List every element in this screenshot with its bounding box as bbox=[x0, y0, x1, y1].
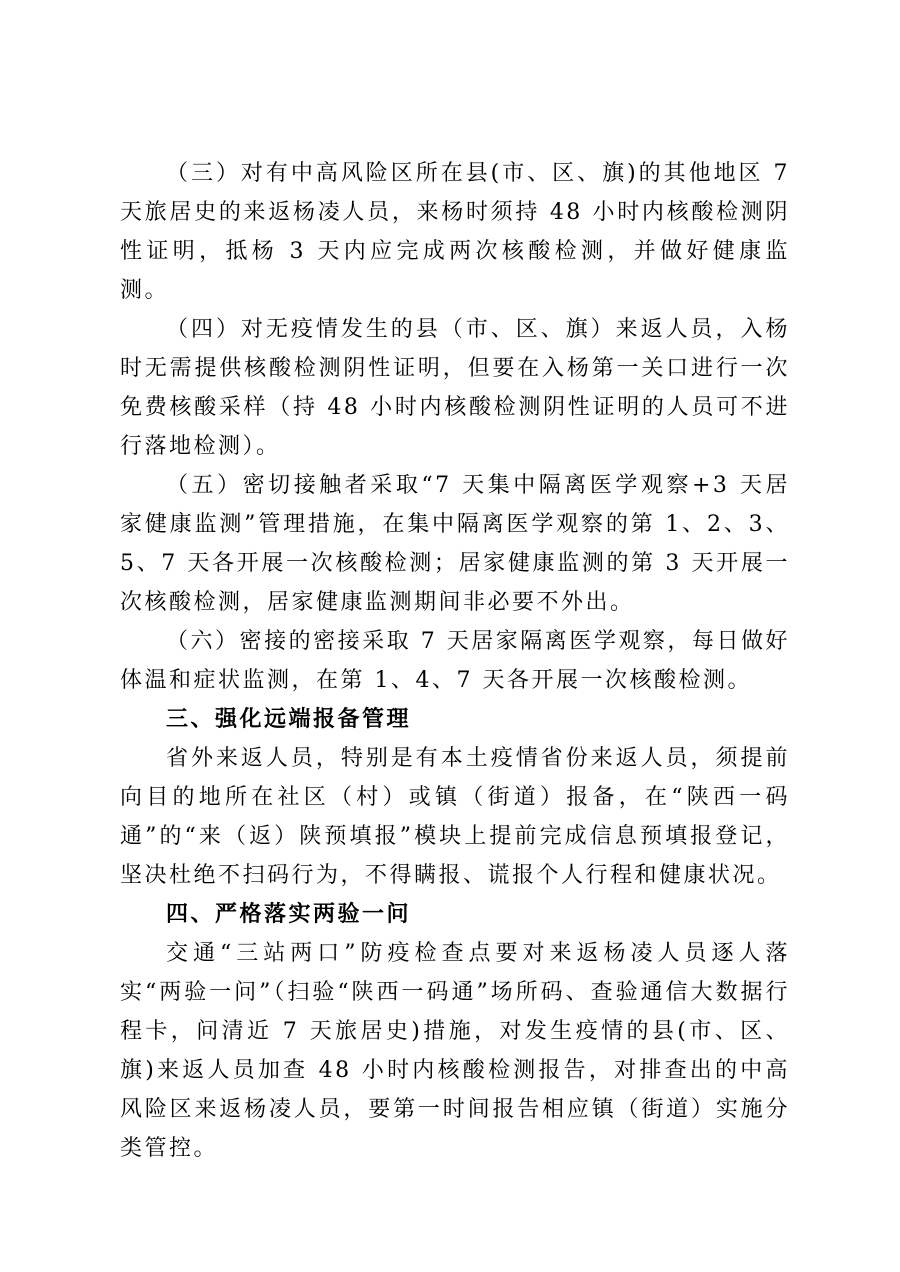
paragraph-two-checks-one-question: 交通“三站两口”防疫检查点要对来返杨凌人员逐人落实“两验一问”（扫验“陕西一码通”场所码、查验通信大数据行程卡，问清近 7 天旅居史)措施，对发生疫情的县(市、区、旗)来返人员加查 48 小时内核酸检测报告，对排查出的中高风险区来返杨凌人员，要第一时间报告相应镇（街道）实施分类管控。 bbox=[120, 941, 790, 1161]
paragraph-item-6: （六）密接的密接采取 7 天居家隔离医学观察，每日做好体温和症状监测，在第 1、4、7 天各开展一次核酸检测。 bbox=[120, 629, 790, 693]
document-body bbox=[120, 154, 790, 1168]
paragraph-item-4: （四）对无疫情发生的县（市、区、旗）来返人员，入杨时无需提供核酸检测阴性证明，但要在入杨第一关口进行一次免费核酸采样（持 48 小时内核酸检测阴性证明的人员可不进行落地检测）。 bbox=[120, 317, 790, 459]
paragraph-remote-registration: 省外来返人员，特别是有本土疫情省份来返人员，须提前向目的地所在社区（村）或镇（街道）报备，在“陕西一码通”的“来（返）陕预填报”模块上提前完成信息预填报登记，坚决杜绝不扫码行为，不得瞒报、谎报个人行程和健康状况。 bbox=[120, 746, 790, 888]
section-heading-4: 四、严格落实两验一问 bbox=[166, 902, 412, 927]
section-heading-3: 三、强化远端报备管理 bbox=[166, 707, 412, 732]
paragraph-item-5: （五）密切接触者采取“7 天集中隔离医学观察+3 天居家健康监测”管理措施，在集中隔离医学观察的第 1、2、3、5、7 天各开展一次核酸检测；居家健康监测的第 3 天开展一次核酸检测，居家健康监测期间非必要不外出。 bbox=[120, 473, 790, 615]
paragraph-item-3: （三）对有中高风险区所在县(市、区、旗)的其他地区 7 天旅居史的来返杨凌人员，来杨时须持 48 小时内核酸检测阴性证明，抵杨 3 天内应完成两次核酸检测，并做好健康监测。 bbox=[120, 161, 790, 303]
